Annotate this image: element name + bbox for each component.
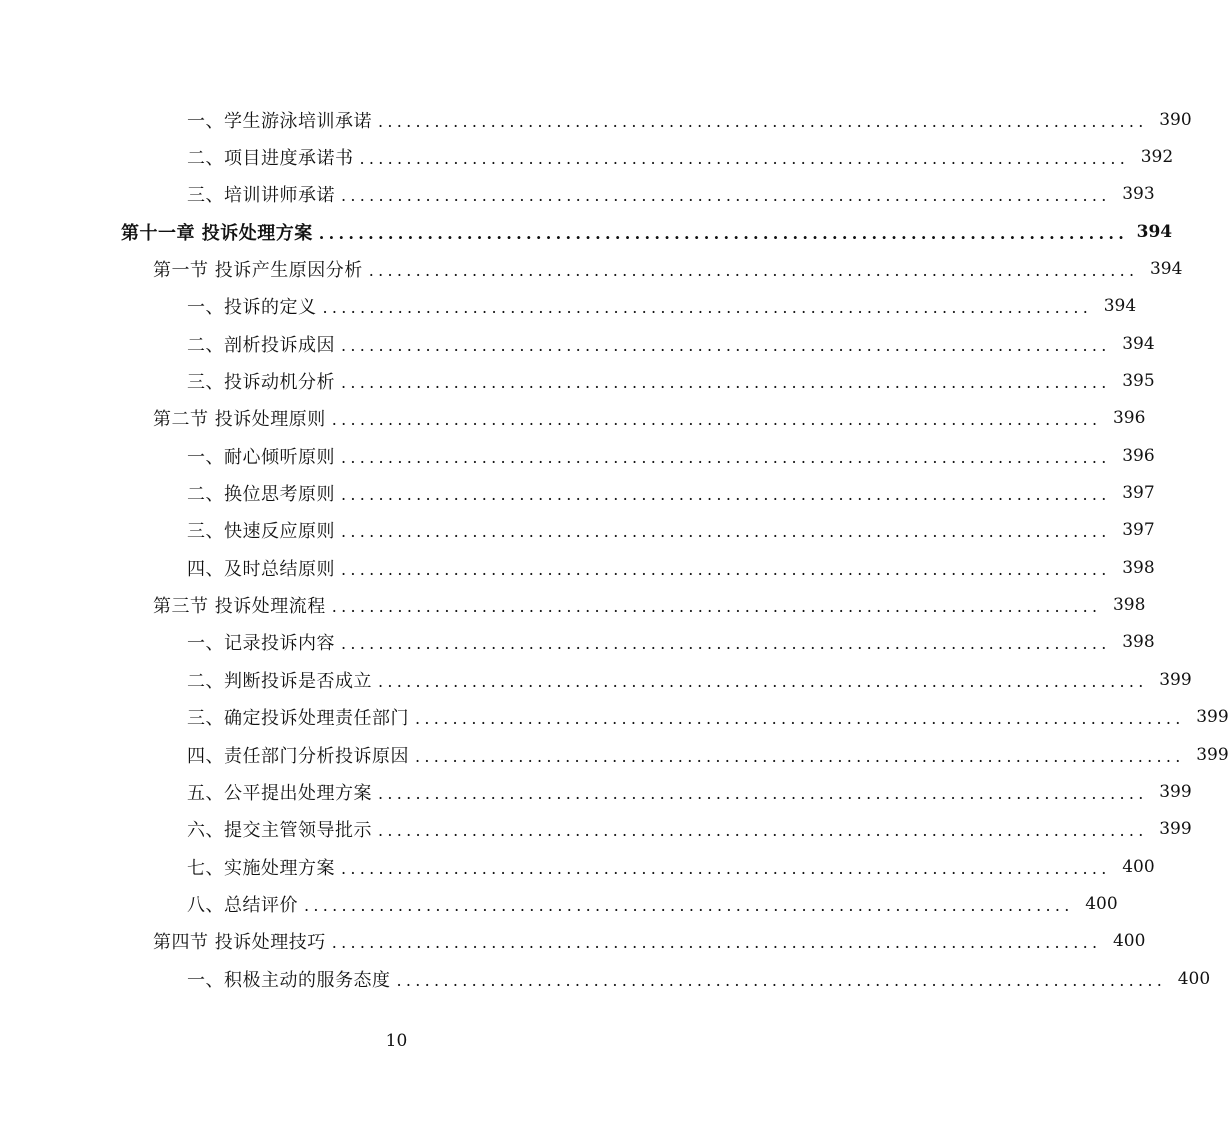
toc-entry-page-number: 400 xyxy=(1085,893,1118,914)
toc-dot-leader: .................................................................................. xyxy=(341,447,1111,467)
toc-entry-section[interactable] xyxy=(0,586,1146,623)
toc-entry-page-number: 393 xyxy=(1122,184,1155,205)
toc-dot-leader: .................................................................................. xyxy=(415,746,1185,766)
toc-entry-label: 第一节 投诉产生原因分析 xyxy=(153,260,363,282)
toc-dot-leader: .................................................................................. xyxy=(341,335,1111,355)
toc-dot-leader: .................................................................................. xyxy=(322,298,1093,318)
toc-entry-item[interactable] xyxy=(0,624,1155,661)
toc-entry-item[interactable] xyxy=(0,474,1155,511)
toc-entry-chapter[interactable] xyxy=(0,213,1173,250)
toc-dot-leader: .................................................................................. xyxy=(341,373,1111,393)
toc-entry-label: 四、责任部门分析投诉原因 xyxy=(187,745,409,767)
toc-entry-label: 一、耐心倾听原则 xyxy=(187,446,335,468)
toc-entry-item[interactable] xyxy=(0,885,1118,922)
toc-dot-leader: .................................................................................. xyxy=(318,223,1129,243)
toc-dot-leader: .................................................................................. xyxy=(368,261,1139,281)
toc-entry-page-number: 396 xyxy=(1112,408,1146,429)
toc-entry-label: 二、剖析投诉成因 xyxy=(187,334,335,356)
toc-entry-item[interactable] xyxy=(0,699,1229,736)
toc-entry-label: 三、投诉动机分析 xyxy=(187,372,335,394)
toc-entry-item[interactable] xyxy=(0,101,1192,138)
toc-dot-leader: .................................................................................. xyxy=(341,485,1111,505)
toc-entry-label: 一、积极主动的服务态度 xyxy=(187,969,391,991)
toc-entry-page-number: 394 xyxy=(1103,296,1137,317)
toc-entry-item[interactable] xyxy=(0,811,1192,848)
toc-dot-leader: .................................................................................. xyxy=(378,821,1148,841)
toc-entry-label: 六、提交主管领导批示 xyxy=(187,820,372,842)
toc-entry-page-number: 399 xyxy=(1196,744,1229,765)
toc-dot-leader: .................................................................................. xyxy=(378,671,1148,691)
toc-entry-label: 一、投诉的定义 xyxy=(187,297,317,319)
toc-dot-leader: .................................................................................. xyxy=(304,895,1074,915)
toc-entry-page-number: 390 xyxy=(1159,109,1192,130)
toc-entry-section[interactable] xyxy=(0,923,1146,960)
toc-entry-item[interactable] xyxy=(0,773,1192,810)
toc-entry-item[interactable] xyxy=(0,138,1174,175)
toc-dot-leader: .................................................................................. xyxy=(331,933,1102,953)
toc-entry-item[interactable] xyxy=(0,960,1211,997)
toc-entry-page-number: 399 xyxy=(1159,781,1192,802)
toc-entry-page-number: 392 xyxy=(1140,147,1174,168)
toc-dot-leader: .................................................................................. xyxy=(341,522,1111,542)
toc-entry-section[interactable] xyxy=(0,250,1183,287)
toc-dot-leader: .................................................................................. xyxy=(415,709,1185,729)
page-number: 10 xyxy=(385,1031,408,1051)
toc-entry-page-number: 394 xyxy=(1149,259,1183,280)
toc-entry-section[interactable] xyxy=(0,400,1146,437)
toc-entry-page-number: 399 xyxy=(1159,669,1192,690)
toc-entry-page-number: 398 xyxy=(1122,557,1155,578)
toc-entry-label: 五、公平提出处理方案 xyxy=(187,782,372,804)
toc-entry-page-number: 397 xyxy=(1122,520,1155,541)
toc-entry-label: 三、快速反应原则 xyxy=(187,521,335,543)
toc-dot-leader: .................................................................................. xyxy=(341,186,1111,206)
toc-entry-page-number: 399 xyxy=(1196,707,1229,728)
toc-entry-label: 一、记录投诉内容 xyxy=(187,633,335,655)
toc-entry-item[interactable] xyxy=(0,362,1155,399)
toc-dot-leader: .................................................................................. xyxy=(378,111,1148,131)
toc-entry-label: 第十一章 投诉处理方案 xyxy=(121,222,313,244)
toc-dot-leader: .................................................................................. xyxy=(341,559,1111,579)
toc-dot-leader: .................................................................................. xyxy=(341,634,1111,654)
toc-entry-label: 二、判断投诉是否成立 xyxy=(187,670,372,692)
toc-entry-label: 四、及时总结原则 xyxy=(187,558,335,580)
toc-dot-leader: .................................................................................. xyxy=(359,149,1130,169)
toc-entry-item[interactable] xyxy=(0,176,1155,213)
toc-entry-label: 三、确定投诉处理责任部门 xyxy=(187,708,409,730)
toc-entry-label: 七、实施处理方案 xyxy=(187,857,335,879)
toc-dot-leader: .................................................................................. xyxy=(331,597,1102,617)
toc-entry-page-number: 400 xyxy=(1177,968,1211,989)
toc-entry-item[interactable] xyxy=(0,437,1155,474)
toc-dot-leader: .................................................................................. xyxy=(341,858,1111,878)
toc-entry-page-number: 399 xyxy=(1159,819,1192,840)
toc-entry-page-number: 394 xyxy=(1136,221,1173,242)
toc-entry-item[interactable] xyxy=(0,288,1137,325)
toc-entry-page-number: 394 xyxy=(1122,333,1155,354)
toc-entry-item[interactable] xyxy=(0,512,1155,549)
toc-entry-item[interactable] xyxy=(0,661,1192,698)
toc-entry-page-number: 398 xyxy=(1112,595,1146,616)
toc-dot-leader: .................................................................................. xyxy=(378,783,1148,803)
toc-entry-label: 第三节 投诉处理流程 xyxy=(153,596,326,618)
table-of-contents xyxy=(0,101,1229,997)
toc-dot-leader: .................................................................................. xyxy=(331,410,1102,430)
toc-entry-label: 三、培训讲师承诺 xyxy=(187,185,335,207)
toc-entry-label: 一、学生游泳培训承诺 xyxy=(187,110,372,132)
toc-entry-page-number: 400 xyxy=(1122,856,1155,877)
toc-dot-leader: .................................................................................. xyxy=(396,970,1167,990)
toc-entry-page-number: 397 xyxy=(1122,483,1155,504)
toc-entry-page-number: 398 xyxy=(1122,632,1155,653)
toc-entry-item[interactable] xyxy=(0,736,1229,773)
toc-entry-page-number: 400 xyxy=(1112,931,1146,952)
toc-entry-item[interactable] xyxy=(0,848,1155,885)
toc-entry-item[interactable] xyxy=(0,325,1155,362)
toc-entry-label: 第二节 投诉处理原则 xyxy=(153,409,326,431)
toc-entry-label: 第四节 投诉处理技巧 xyxy=(153,932,326,954)
toc-entry-item[interactable] xyxy=(0,549,1155,586)
toc-entry-page-number: 396 xyxy=(1122,445,1155,466)
toc-entry-label: 二、换位思考原则 xyxy=(187,484,335,506)
toc-entry-label: 八、总结评价 xyxy=(187,894,298,916)
toc-entry-page-number: 395 xyxy=(1122,371,1155,392)
toc-entry-label: 二、项目进度承诺书 xyxy=(187,148,354,170)
